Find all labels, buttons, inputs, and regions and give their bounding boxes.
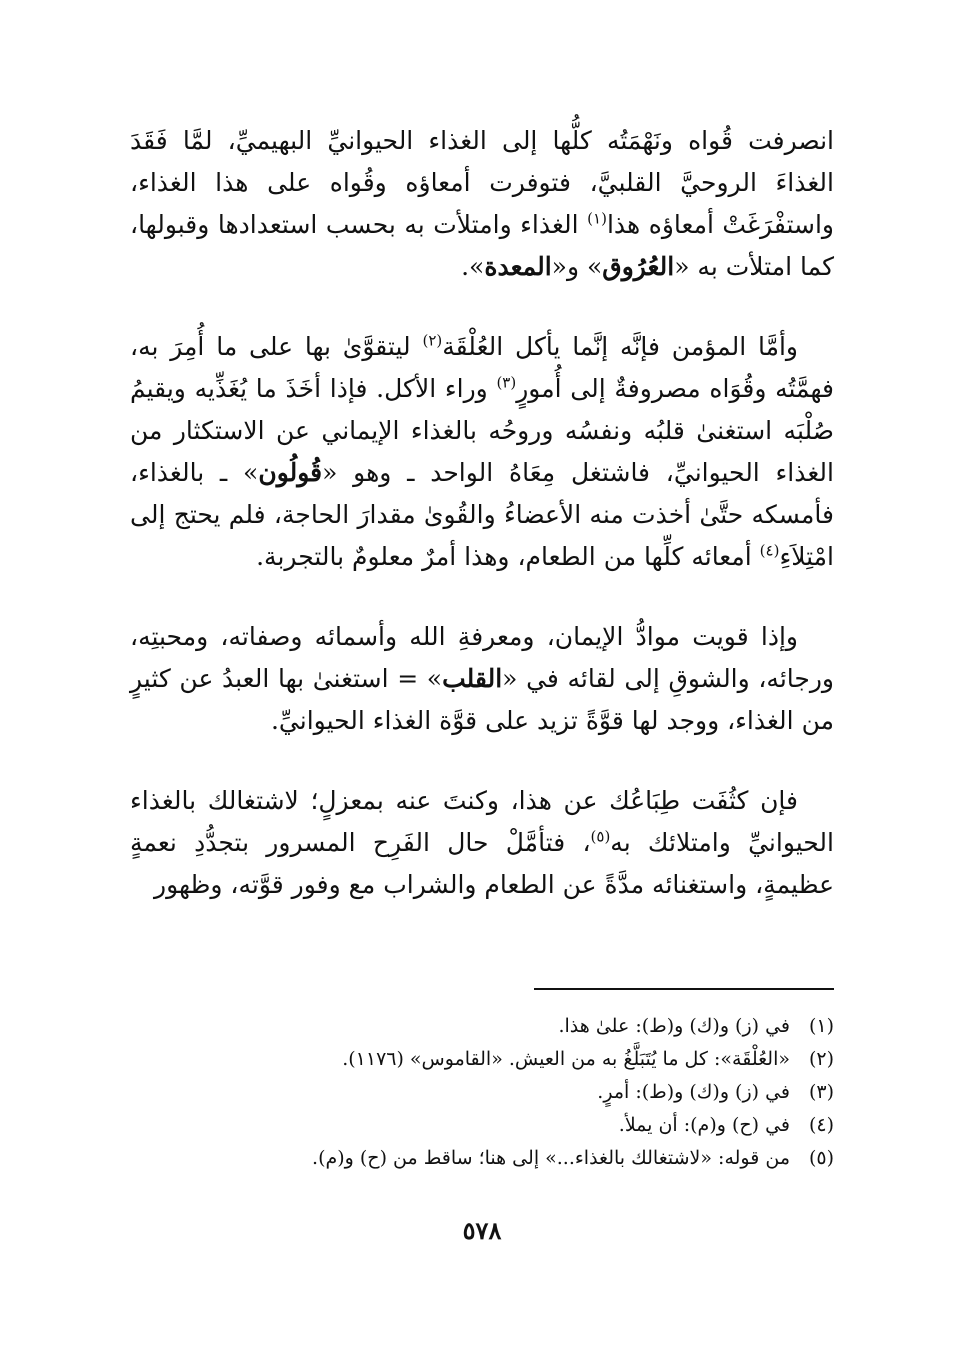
bold-term: قُولُون <box>258 458 323 487</box>
text-segment: وراء الأكل. فإذا أخَذَ ما يُغَذِّيه ويقيمُ صُلْبَه استغنىٰ قلبُه ونفسُه وروحُه بالغذاء الإيماني عن الاستكثار من الغذاء الحيوانيِّ، فاشتغل مِعَاهُ الواحد ـ وهو « <box>130 374 834 487</box>
footnote-marker: (٣) <box>496 373 517 392</box>
main-text <box>130 120 834 944</box>
text-segment: » ـ بالغذاء، فأمسكه حتَّىٰ أخذت منه الأعضاءُ والقُوىٰ مقدارَ الحاجة، فلم يحتج إلى امْتِلاَءِ <box>130 458 834 571</box>
footnote <box>130 1109 834 1142</box>
footnote-number: (٢) <box>808 1048 834 1070</box>
page-number: ٥٧٨ <box>462 1216 502 1245</box>
paragraph <box>130 120 834 288</box>
footnote-marker: (٤) <box>759 541 780 560</box>
text-segment: أمعائه كلِّها من الطعام، وهذا أمرٌ معلومٌ بالتجربة. <box>256 542 760 571</box>
text-segment: وأمَّا المؤمن فإنَّه إنَّما يأكل العُلْقَة <box>442 332 798 361</box>
footnote <box>130 1142 834 1175</box>
footnote <box>130 1076 834 1109</box>
text-segment: ». <box>461 252 485 281</box>
footnote-number: (٤) <box>808 1114 834 1136</box>
text-segment: الغذاء وامتلأت به بحسب استعدادها وقبولها، كما امتلأت به « <box>130 210 834 281</box>
footnote-text: في (ز) و(ك) و(ط): علىٰ هذا. <box>558 1015 790 1037</box>
bold-term: العُرُوق <box>602 252 675 281</box>
text-segment: » و« <box>551 252 603 281</box>
footnotes <box>130 1010 834 1175</box>
footnote-marker: (٢) <box>422 331 443 350</box>
text-segment: وإذا قويت موادُّ الإيمان، ومعرفةِ الله وأسمائه وصفاته، ومحبتِه، ورجائه، والشوقِ إلى لقائه في « <box>130 622 834 693</box>
footnote-separator <box>534 988 834 990</box>
footnote-marker: (٥) <box>590 827 611 846</box>
footnote-number: (٥) <box>808 1147 834 1169</box>
text-segment: انصرفت قُواه ونَهْمَتُه كلُّها إلى الغذاء الحيوانيِّ البهيميِّ، لمَّا فَقَدَ الغذاءَ الروحيَّ القلبيَّ، فتوفرت أمعاؤه وقُواه على هذا الغذاء، واستفْرَغَتْ أمعاؤه هذا <box>130 126 835 239</box>
text-segment: ، فتأمَّلْ حال الفَرِح المسرور بتجدُّدِ نعمةٍ عظيمةٍ، واستغنائه مدَّةً عن الطعام والشراب مع وفور قوَّته، وظهور <box>130 828 834 899</box>
bold-term: المعدة <box>484 252 552 281</box>
footnote <box>130 1010 834 1043</box>
paragraph <box>130 780 834 906</box>
footnote-text: في (ح) و(م): أن يملأ. <box>618 1114 790 1136</box>
footnote-text: في (ز) و(ك) و(ط): أمرٍ. <box>597 1081 790 1103</box>
footnote-number: (٣) <box>808 1081 834 1103</box>
footnote-number: (١) <box>808 1015 834 1037</box>
paragraph <box>130 616 834 742</box>
footnote-marker: (١) <box>587 209 607 228</box>
text-segment: فإن كثُفَت طِبَاعُك عن هذا، وكنتَ عنه بمعزلٍ؛ لاشتغالك بالغذاء الحيوانيِّ وامتلائك به <box>130 786 834 857</box>
text-segment: ليتقوَّىٰ بها على ما أُمِرَ به، فهمَّتُه وقُوَاه مصروفةٌ إلى أُمورٍ <box>130 332 834 403</box>
text-segment: » = استغنىٰ بها العبدُ عن كثيرٍ من الغذاء، ووجد لها قوَّةً تزيد على قوَّة الغذاء الحيوانيِّ. <box>130 664 834 735</box>
footnote-text: من قوله: «لاشتغالك بالغذاء...» إلى هنا؛ ساقط من (ح) و(م). <box>312 1147 790 1169</box>
bold-term: القلب <box>442 664 503 693</box>
footnote-text: «العُلْقَة»: كل ما يُتَبَلَّغُ به من العيش. «القاموس» (١١٧٦). <box>342 1048 790 1070</box>
paragraph <box>130 326 834 578</box>
footnote <box>130 1043 834 1076</box>
